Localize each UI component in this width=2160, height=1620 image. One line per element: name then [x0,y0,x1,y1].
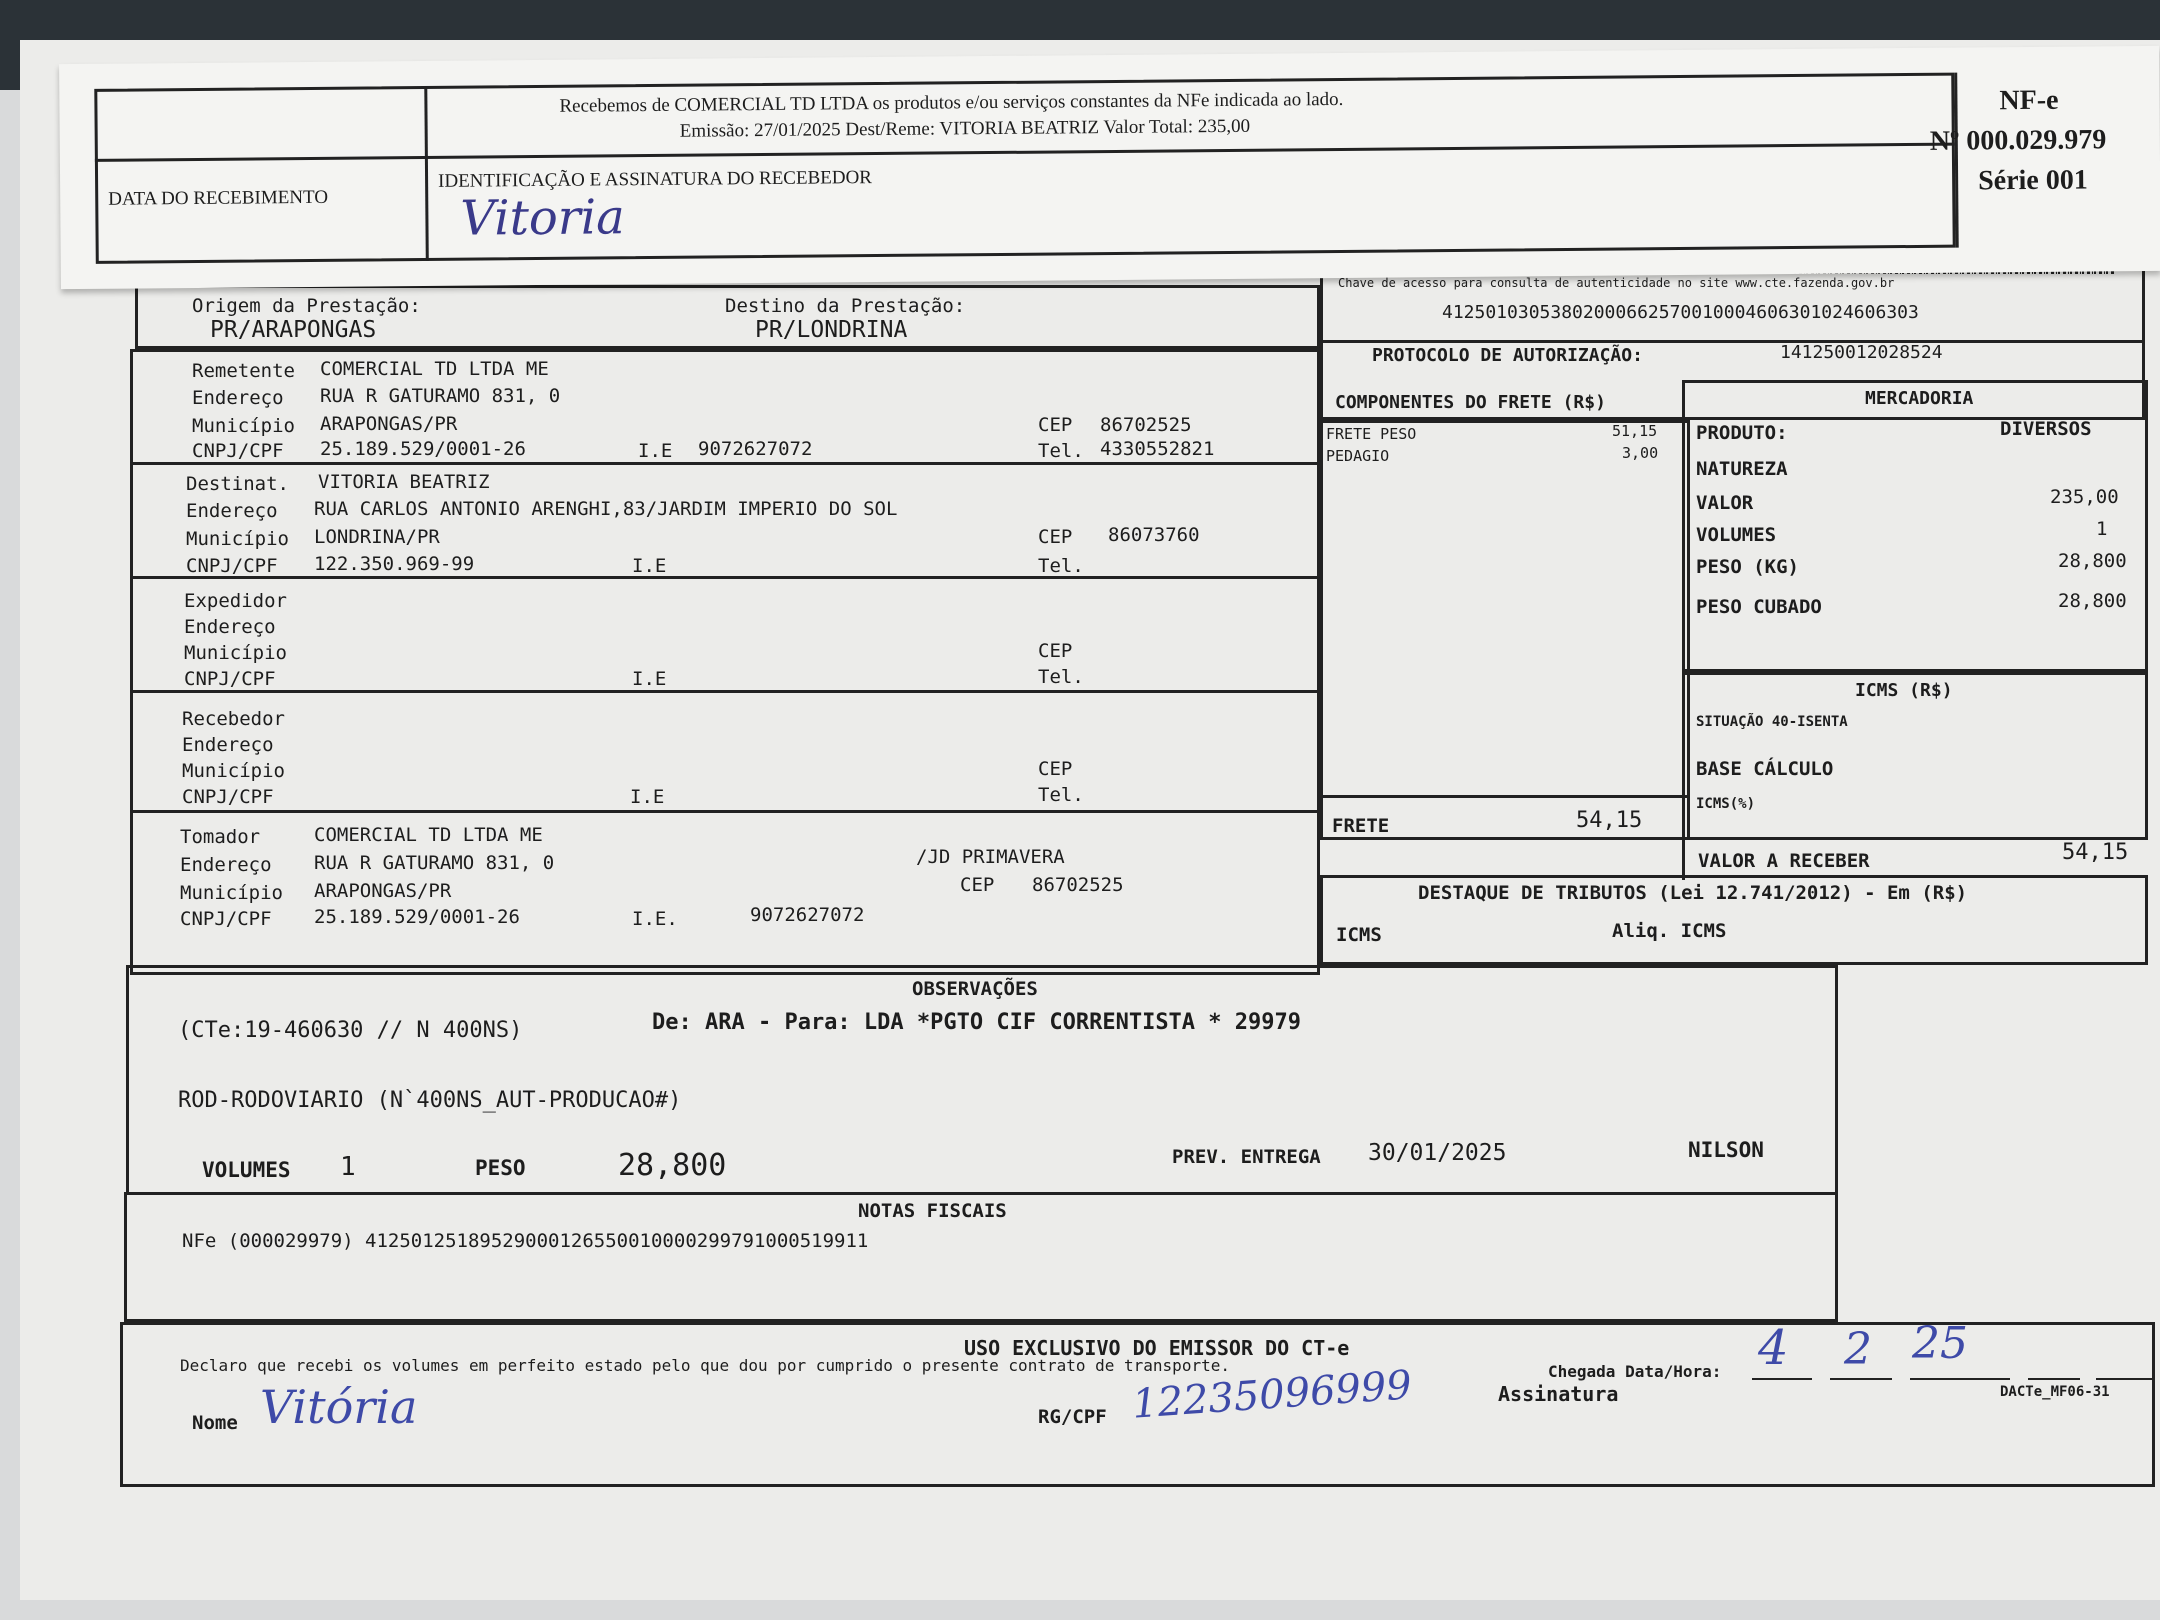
destinatario-address: RUA CARLOS ANTONIO ARENGHI,83/JARDIM IMPERIO DO SOL [314,498,898,520]
date-receipt-label: DATA DO RECEBIMENTO [108,186,329,210]
dest-label: Destino da Prestação: [725,295,966,317]
obs-peso-value: 28,800 [618,1148,727,1183]
observacoes-title: OBSERVAÇÕES [912,978,1038,1000]
destinatario-city: LONDRINA/PR [314,526,440,548]
tomador-cnpj: 25.189.529/0001-26 [314,906,520,928]
destinatario-address-label: Endereço [186,500,278,522]
frete-value: 54,15 [1576,808,1643,833]
receipt-emission: Emissão: 27/01/2025 Dest/Reme: VITORIA BEATRIZ Valor Total: 235,00 [679,115,1251,142]
tributos-icms: ICMS [1336,924,1382,946]
signature-label: Assinatura [1498,1382,1619,1406]
recebedor-address-label: Endereço [182,734,274,756]
obs-driver: NILSON [1688,1138,1764,1162]
remetente-cnpj: 25.189.529/0001-26 [320,438,526,460]
expedidor-cep-label: CEP [1038,640,1073,662]
components-box [1320,420,1690,840]
icms-situacao: SITUAÇÃO 40-ISENTA [1696,714,1848,730]
mercadoria-label-3: VALOR [1696,492,1754,514]
tomador-cep: 86702525 [1032,874,1124,896]
nfe-label: NF-e [1999,84,2059,117]
remetente-cnpj-label: CNPJ/CPF [192,440,284,462]
expedidor-ie-label: I.E [632,668,667,690]
nfe-number: Nº 000.029.979 [1929,124,2107,157]
component-value-1: 51,15 [1612,422,1658,440]
rg-label: RG/CPF [1038,1406,1107,1428]
icms-title: ICMS (R$) [1855,680,1953,701]
form-code: DACTe_MF06-31 [2000,1384,2110,1400]
destinatario-name: VITORIA BEATRIZ [318,471,490,493]
component-label-1: FRETE PESO [1326,425,1417,443]
mercadoria-label-1: PRODUTO: [1696,422,1788,444]
name-label: Nome [192,1412,238,1434]
access-key-caption: Chave de acesso para consulta de autenticidade no site www.cte.fazenda.gov.br [1338,276,1895,290]
remetente-label: Remetente [192,360,295,382]
obs-line-1b: De: ARA - Para: LDA *PGTO CIF CORRENTISTA * 29979 [652,1010,1302,1035]
mercadoria-title: MERCADORIA [1865,388,1974,409]
destinatario-tel-label: Tel. [1038,555,1084,577]
mercadoria-value-3: 235,00 [2050,486,2119,508]
recebedor-city-label: Município [182,760,285,782]
mercadoria-label-6: PESO CUBADO [1696,596,1822,618]
remetente-ie-label: I.E [638,440,673,462]
footer-declaration: Declaro que recebi os volumes em perfeito estado pelo que dou por cumprido o presente contrato de transporte. [180,1356,1230,1375]
remetente-tel: 4330552821 [1100,438,1215,460]
obs-peso-label: PESO [475,1156,526,1180]
expedidor-label: Expedidor [184,590,287,612]
receiver-signature: Vitoria [460,189,625,247]
obs-prev-value: 30/01/2025 [1368,1140,1507,1166]
tributos-title: DESTAQUE DE TRIBUTOS (Lei 12.741/2012) - Em (R$) [1418,882,1968,904]
tomador-ie: 9072627072 [750,904,865,926]
tomador-label: Tomador [180,826,261,848]
arrival-day: 4 [1758,1320,1789,1376]
notas-line: NFe (000029979) 41250125189529000126550010000299791000519911 [182,1230,869,1252]
recebedor-tel-label: Tel. [1038,784,1084,806]
notas-title: NOTAS FISCAIS [858,1200,1007,1222]
mercadoria-value-6: 28,800 [2058,590,2127,612]
name-value: Vitória [260,1380,418,1434]
footer-title: USO EXCLUSIVO DO EMISSOR DO CT-e [964,1336,1350,1360]
tomador-name: COMERCIAL TD LTDA ME [314,824,543,846]
expedidor-city-label: Município [184,642,287,664]
origin-label: Origem da Prestação: [192,295,421,317]
obs-volumes-value: 1 [340,1152,356,1182]
frete-label: FRETE [1332,815,1390,837]
components-title: COMPONENTES DO FRETE (R$) [1335,392,1606,413]
destinatario-ie-label: I.E [632,555,667,577]
mercadoria-label-4: VOLUMES [1696,524,1777,546]
destinatario-cnpj: 122.350.969-99 [314,553,475,575]
tomador-address: RUA R GATURAMO 831, 0 [314,852,555,874]
id-sign-label: IDENTIFICAÇÃO E ASSINATURA DO RECEBEDOR [438,167,873,192]
remetente-address: RUA R GATURAMO 831, 0 [320,385,561,407]
remetente-city: ARAPONGAS/PR [320,413,458,435]
remetente-cep-label: CEP [1038,414,1073,436]
tomador-cep-label: CEP [960,874,995,896]
destinatario-cnpj-label: CNPJ/CPF [186,555,278,577]
obs-prev-label: PREV. ENTREGA [1172,1146,1321,1168]
component-label-2: PEDAGIO [1326,447,1390,465]
recebedor-cep-label: CEP [1038,758,1073,780]
obs-volumes-label: VOLUMES [202,1158,291,1182]
destinatario-city-label: Município [186,528,289,550]
protocol-label: PROTOCOLO DE AUTORIZAÇÃO: [1372,345,1643,366]
expedidor-tel-label: Tel. [1038,666,1084,688]
arrival-year: 25 [1912,1318,1968,1369]
tomador-city: ARAPONGAS/PR [314,880,452,902]
arrival-month: 2 [1844,1324,1872,1375]
recebedor-label: Recebedor [182,708,285,730]
remetente-tel-label: Tel. [1038,440,1084,462]
rg-value: 12235096999 [1130,1362,1414,1428]
icms-base: BASE CÁLCULO [1696,758,1834,780]
remetente-ie: 9072627072 [698,438,813,460]
access-key: 41250103053802000662570010004606301024606303 [1442,302,1919,323]
component-value-2: 3,00 [1622,444,1659,462]
origin-value: PR/ARAPONGAS [210,317,377,343]
mercadoria-label-2: NATUREZA [1696,458,1788,480]
valor-receber-label: VALOR A RECEBER [1698,850,1870,872]
destinatario-label: Destinat. [186,473,289,495]
receipt-statement: Recebemos de COMERCIAL TD LTDA os produtos e/ou serviços constantes da NFe indicada ao lado. [559,88,1344,117]
tomador-ie-label: I.E. [632,908,678,930]
mercadoria-label-5: PESO (KG) [1696,556,1799,578]
expedidor-address-label: Endereço [184,616,276,638]
protocol-value: 141250012028524 [1780,342,1943,363]
recebedor-ie-label: I.E [630,786,665,808]
mercadoria-value-1: DIVERSOS [2000,418,2092,440]
obs-line-2: ROD-RODOVIARIO (N`400NS_AUT-PRODUCAO#) [178,1088,682,1113]
tomador-city-label: Município [180,882,283,904]
valor-receber-value: 54,15 [2062,840,2129,865]
remetente-address-label: Endereço [192,387,284,409]
expedidor-cnpj-label: CNPJ/CPF [184,668,276,690]
tomador-cnpj-label: CNPJ/CPF [180,908,272,930]
tributos-aliq: Aliq. ICMS [1612,920,1727,942]
tomador-address-label: Endereço [180,854,272,876]
mercadoria-value-5: 28,800 [2058,550,2127,572]
arrival-label: Chegada Data/Hora: [1548,1362,1722,1381]
remetente-cep: 86702525 [1100,414,1192,436]
nfe-serie: Série 001 [1978,164,2088,197]
recebedor-cnpj-label: CNPJ/CPF [182,786,274,808]
destinatario-cep-label: CEP [1038,526,1073,548]
remetente-city-label: Município [192,415,295,437]
remetente-name: COMERCIAL TD LTDA ME [320,358,549,380]
receipt-slip [59,46,2160,289]
destinatario-cep: 86073760 [1108,524,1200,546]
icms-aliquota: ICMS(%) [1696,796,1756,812]
tomador-district: /JD PRIMAVERA [916,846,1065,868]
dest-value: PR/LONDRINA [755,317,908,343]
mercadoria-value-4: 1 [2096,518,2108,540]
obs-line-1a: (CTe:19-460630 // N 400NS) [178,1018,523,1043]
